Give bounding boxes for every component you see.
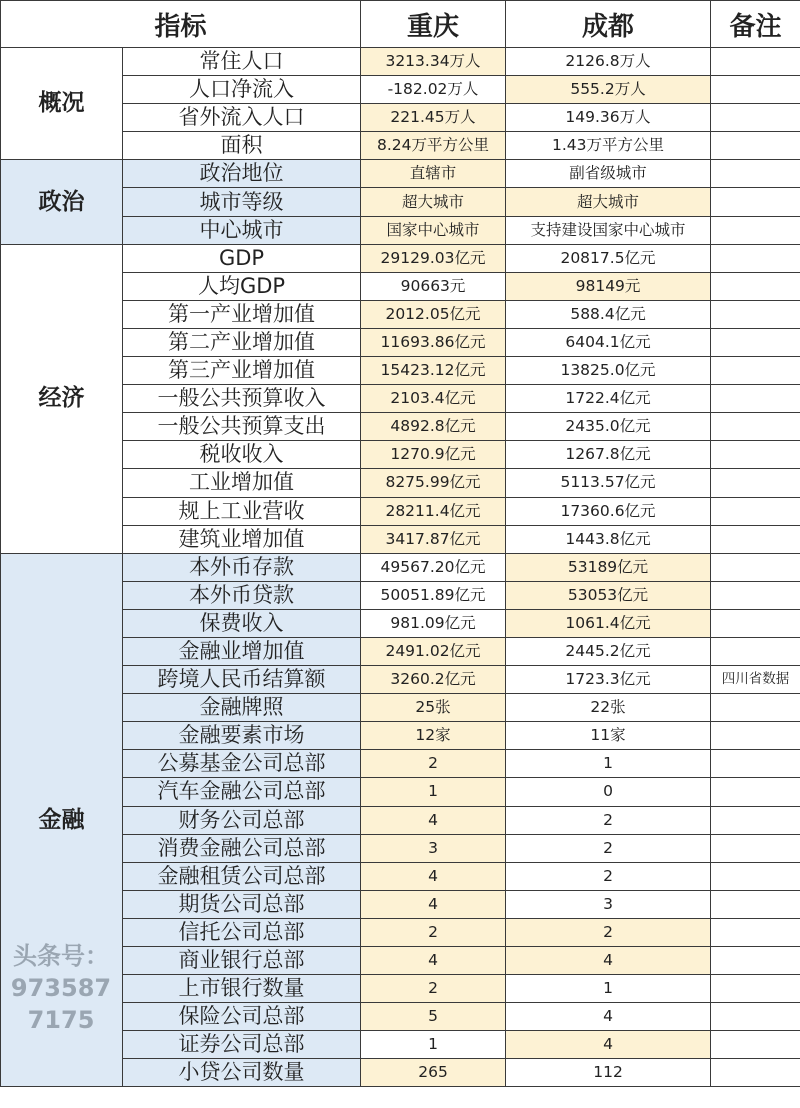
indicator-cell: 省外流入人口 — [123, 104, 361, 132]
indicator-cell: GDP — [123, 244, 361, 272]
table-row — [1, 553, 800, 581]
chongqing-value: 981.09亿元 — [361, 609, 506, 637]
chongqing-value: 3213.34万人 — [361, 48, 506, 76]
chongqing-value: 25张 — [361, 694, 506, 722]
header-row — [1, 1, 800, 48]
category-cell: 概况 — [1, 48, 123, 160]
chongqing-value: 29129.03亿元 — [361, 244, 506, 272]
note-cell — [711, 525, 800, 553]
table-row — [1, 160, 800, 188]
indicator-cell: 小贷公司数量 — [123, 1059, 361, 1087]
indicator-cell: 工业增加值 — [123, 469, 361, 497]
indicator-cell: 公募基金公司总部 — [123, 750, 361, 778]
note-cell — [711, 1003, 800, 1031]
indicator-cell: 期货公司总部 — [123, 890, 361, 918]
chongqing-value: 1 — [361, 778, 506, 806]
indicator-cell: 金融牌照 — [123, 694, 361, 722]
note-cell: 四川省数据 — [711, 666, 800, 694]
note-cell — [711, 441, 800, 469]
indicator-cell: 人口净流入 — [123, 76, 361, 104]
category-cell: 经济 — [1, 244, 123, 553]
note-cell — [711, 806, 800, 834]
header-chengdu: 成都 — [506, 1, 711, 48]
note-cell — [711, 722, 800, 750]
note-cell — [711, 1059, 800, 1087]
chengdu-value: 112 — [506, 1059, 711, 1087]
chengdu-value: 13825.0亿元 — [506, 357, 711, 385]
chengdu-value: 1061.4亿元 — [506, 609, 711, 637]
chengdu-value: 2 — [506, 806, 711, 834]
note-cell — [711, 132, 800, 160]
indicator-cell: 常住人口 — [123, 48, 361, 76]
indicator-cell: 证券公司总部 — [123, 1031, 361, 1059]
indicator-cell: 本外币贷款 — [123, 581, 361, 609]
chongqing-value: 2 — [361, 918, 506, 946]
indicator-cell: 信托公司总部 — [123, 918, 361, 946]
chengdu-value: 3 — [506, 890, 711, 918]
chongqing-value: 直辖市 — [361, 160, 506, 188]
indicator-cell: 商业银行总部 — [123, 947, 361, 975]
note-cell — [711, 357, 800, 385]
note-cell — [711, 48, 800, 76]
chongqing-value: 11693.86亿元 — [361, 328, 506, 356]
chongqing-value: 4 — [361, 947, 506, 975]
note-cell — [711, 76, 800, 104]
indicator-cell: 第二产业增加值 — [123, 328, 361, 356]
chengdu-value: 2126.8万人 — [506, 48, 711, 76]
chengdu-value: 2 — [506, 862, 711, 890]
indicator-cell: 第一产业增加值 — [123, 300, 361, 328]
note-cell — [711, 862, 800, 890]
chengdu-value: 1.43万平方公里 — [506, 132, 711, 160]
indicator-cell: 金融业增加值 — [123, 637, 361, 665]
table-row — [1, 244, 800, 272]
indicator-cell: 第三产业增加值 — [123, 357, 361, 385]
note-cell — [711, 413, 800, 441]
note-cell — [711, 244, 800, 272]
chengdu-value: 超大城市 — [506, 188, 711, 216]
note-cell — [711, 328, 800, 356]
chongqing-value: -182.02万人 — [361, 76, 506, 104]
chengdu-value: 副省级城市 — [506, 160, 711, 188]
chongqing-value: 50051.89亿元 — [361, 581, 506, 609]
chongqing-value: 2 — [361, 975, 506, 1003]
chengdu-value: 149.36万人 — [506, 104, 711, 132]
chengdu-value: 1 — [506, 750, 711, 778]
note-cell — [711, 637, 800, 665]
note-cell — [711, 778, 800, 806]
chongqing-value: 2103.4亿元 — [361, 385, 506, 413]
note-cell — [711, 890, 800, 918]
chongqing-value: 4 — [361, 890, 506, 918]
chengdu-value: 98149元 — [506, 272, 711, 300]
chongqing-value: 15423.12亿元 — [361, 357, 506, 385]
header-indicator: 指标 — [1, 1, 361, 48]
indicator-cell: 建筑业增加值 — [123, 525, 361, 553]
indicator-cell: 消费金融公司总部 — [123, 834, 361, 862]
indicator-cell: 金融要素市场 — [123, 722, 361, 750]
note-cell — [711, 694, 800, 722]
indicator-cell: 人均GDP — [123, 272, 361, 300]
chengdu-value: 1443.8亿元 — [506, 525, 711, 553]
chongqing-value: 49567.20亿元 — [361, 553, 506, 581]
indicator-cell: 面积 — [123, 132, 361, 160]
chengdu-value: 5113.57亿元 — [506, 469, 711, 497]
indicator-cell: 上市银行数量 — [123, 975, 361, 1003]
indicator-cell: 本外币存款 — [123, 553, 361, 581]
chongqing-value: 3 — [361, 834, 506, 862]
chengdu-value: 2445.2亿元 — [506, 637, 711, 665]
chongqing-value: 2012.05亿元 — [361, 300, 506, 328]
chongqing-value: 221.45万人 — [361, 104, 506, 132]
indicator-cell: 政治地位 — [123, 160, 361, 188]
chengdu-value: 2435.0亿元 — [506, 413, 711, 441]
note-cell — [711, 497, 800, 525]
note-cell — [711, 750, 800, 778]
table-row — [1, 48, 800, 76]
chengdu-value: 20817.5亿元 — [506, 244, 711, 272]
note-cell — [711, 1031, 800, 1059]
indicator-cell: 一般公共预算收入 — [123, 385, 361, 413]
chengdu-value: 11家 — [506, 722, 711, 750]
indicator-cell: 保险公司总部 — [123, 1003, 361, 1031]
note-cell — [711, 216, 800, 244]
chengdu-value: 22张 — [506, 694, 711, 722]
chengdu-value: 588.4亿元 — [506, 300, 711, 328]
note-cell — [711, 104, 800, 132]
note-cell — [711, 609, 800, 637]
note-cell — [711, 385, 800, 413]
note-cell — [711, 188, 800, 216]
indicator-cell: 税收收入 — [123, 441, 361, 469]
indicator-cell: 规上工业营收 — [123, 497, 361, 525]
chongqing-value: 28211.4亿元 — [361, 497, 506, 525]
indicator-cell: 汽车金融公司总部 — [123, 778, 361, 806]
chengdu-value: 2 — [506, 834, 711, 862]
note-cell — [711, 918, 800, 946]
chengdu-value: 4 — [506, 1031, 711, 1059]
note-cell — [711, 834, 800, 862]
note-cell — [711, 160, 800, 188]
chongqing-value: 国家中心城市 — [361, 216, 506, 244]
chongqing-value: 12家 — [361, 722, 506, 750]
category-cell: 政治 — [1, 160, 123, 244]
chengdu-value: 6404.1亿元 — [506, 328, 711, 356]
table-body — [1, 48, 800, 1087]
chongqing-value: 8275.99亿元 — [361, 469, 506, 497]
watermark: 头条号：9735877175 — [10, 942, 112, 1034]
indicator-cell: 财务公司总部 — [123, 806, 361, 834]
chongqing-value: 4 — [361, 806, 506, 834]
chengdu-value: 4 — [506, 1003, 711, 1031]
chengdu-value: 支持建设国家中心城市 — [506, 216, 711, 244]
chengdu-value: 1267.8亿元 — [506, 441, 711, 469]
indicator-cell: 金融租赁公司总部 — [123, 862, 361, 890]
chongqing-value: 8.24万平方公里 — [361, 132, 506, 160]
chengdu-value: 53189亿元 — [506, 553, 711, 581]
chongqing-value: 90663元 — [361, 272, 506, 300]
chongqing-value: 2 — [361, 750, 506, 778]
chengdu-value: 1722.4亿元 — [506, 385, 711, 413]
chengdu-value: 555.2万人 — [506, 76, 711, 104]
chongqing-value: 超大城市 — [361, 188, 506, 216]
note-cell — [711, 553, 800, 581]
chengdu-value: 1723.3亿元 — [506, 666, 711, 694]
indicator-cell: 中心城市 — [123, 216, 361, 244]
chengdu-value: 4 — [506, 947, 711, 975]
chongqing-value: 265 — [361, 1059, 506, 1087]
chongqing-value: 1270.9亿元 — [361, 441, 506, 469]
chongqing-value: 4892.8亿元 — [361, 413, 506, 441]
header-chongqing: 重庆 — [361, 1, 506, 48]
indicator-cell: 保费收入 — [123, 609, 361, 637]
category-cell: 金融 — [1, 553, 123, 1087]
indicator-cell: 城市等级 — [123, 188, 361, 216]
chengdu-value: 53053亿元 — [506, 581, 711, 609]
chongqing-value: 4 — [361, 862, 506, 890]
note-cell — [711, 272, 800, 300]
chengdu-value: 0 — [506, 778, 711, 806]
chengdu-value: 17360.6亿元 — [506, 497, 711, 525]
chengdu-value: 2 — [506, 918, 711, 946]
note-cell — [711, 947, 800, 975]
note-cell — [711, 469, 800, 497]
chongqing-value: 3417.87亿元 — [361, 525, 506, 553]
chengdu-value: 1 — [506, 975, 711, 1003]
header-notes: 备注 — [711, 1, 800, 48]
chongqing-value: 3260.2亿元 — [361, 666, 506, 694]
note-cell — [711, 975, 800, 1003]
indicator-cell: 一般公共预算支出 — [123, 413, 361, 441]
indicator-cell: 跨境人民币结算额 — [123, 666, 361, 694]
note-cell — [711, 300, 800, 328]
chongqing-value: 2491.02亿元 — [361, 637, 506, 665]
chongqing-value: 1 — [361, 1031, 506, 1059]
chongqing-value: 5 — [361, 1003, 506, 1031]
note-cell — [711, 581, 800, 609]
